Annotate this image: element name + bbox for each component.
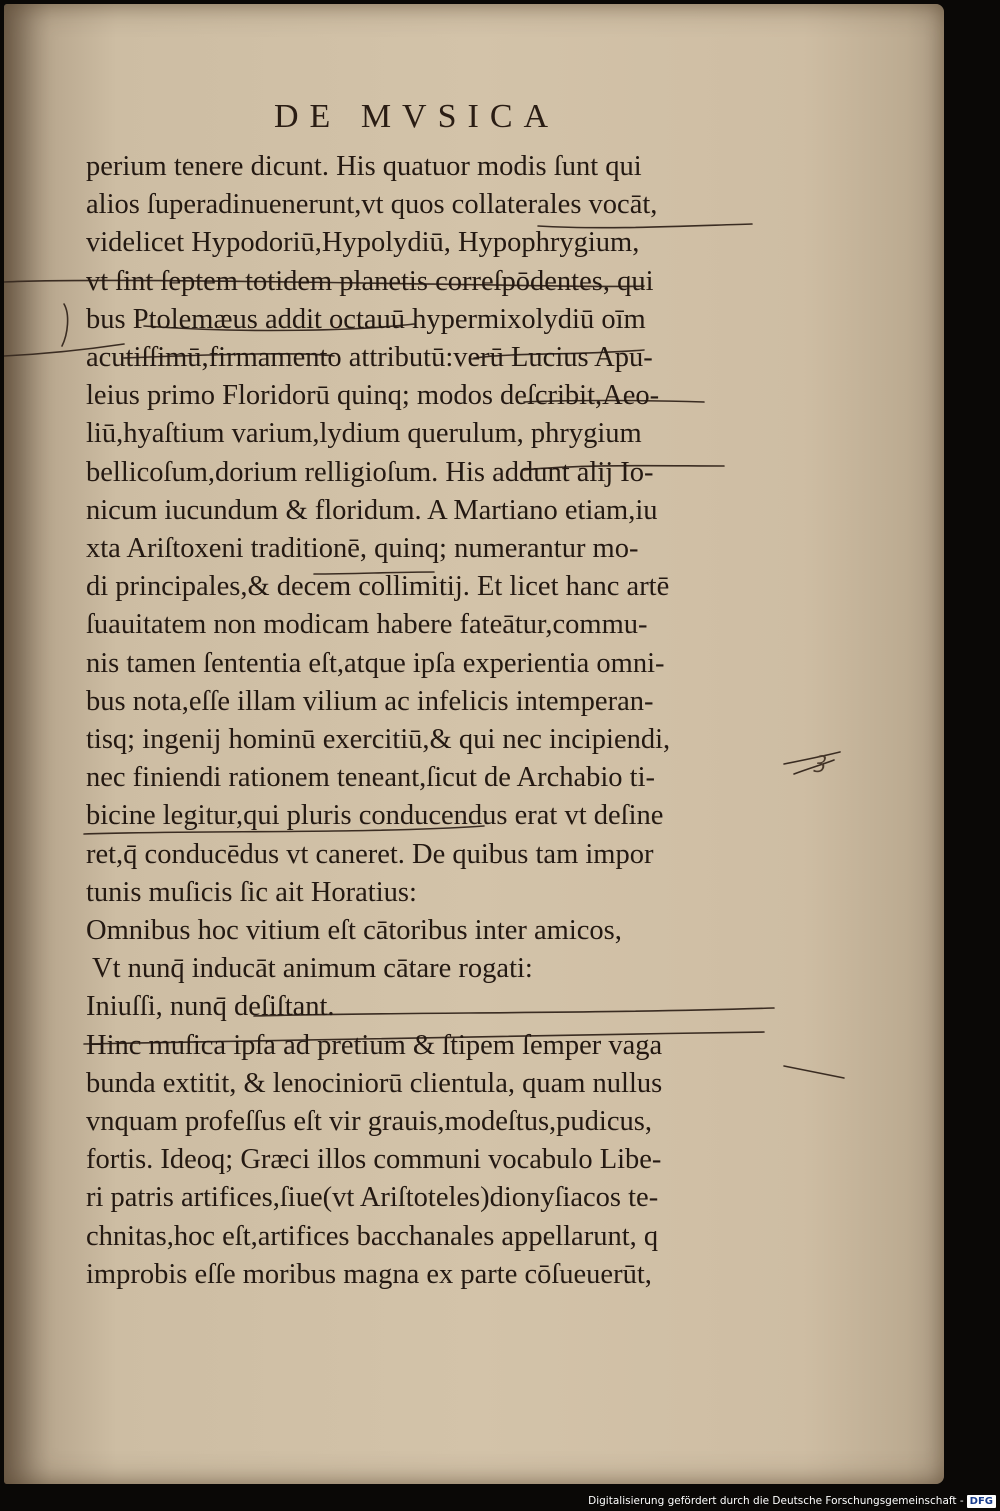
dfg-logo-icon: DFG bbox=[967, 1495, 996, 1508]
text-line: tunis muſicis ſic ait Horatius: bbox=[86, 876, 417, 908]
text-line: bicine legitur,qui pluris conducendus erat vt deſine bbox=[86, 800, 664, 832]
text-line: fortis. Ideoq; Græci illos communi vocabulo Libe- bbox=[86, 1144, 662, 1176]
running-head: DE MVSICA bbox=[274, 98, 560, 135]
text-line: vnquam profeſſus eſt vir grauis,modeſtus,pudicus, bbox=[86, 1106, 652, 1137]
text-line: chnitas,hoc eſt,artifices bacchanales appellarunt, q bbox=[86, 1220, 659, 1252]
text-line: improbis eſſe moribus magna ex parte cōſueuerūt, bbox=[86, 1258, 652, 1290]
footer-credit: Digitalisierung gefördert durch die Deutsche Forschungsgemeinschaft - bbox=[588, 1495, 964, 1507]
text-line: ret,q̄ conducēdus vt caneret. De quibus tam impor bbox=[86, 838, 654, 870]
text-line: nec finiendi rationem teneant,ſicut de Archabio ti- bbox=[86, 762, 655, 794]
text-line: Iniuſſi, nunq̄ deſiſtant. bbox=[86, 991, 335, 1023]
text-line: alios ſuperadinuenerunt,vt quos collaterales vocāt, bbox=[86, 189, 658, 221]
text-line: bus Ptolemæus addit octauū hypermixolydiū oīm bbox=[86, 303, 646, 335]
text-line: vt ſint ſeptem totidem planetis correſpōdentes, qui bbox=[86, 265, 654, 297]
text-line: xta Ariſtoxeni traditionē, quinq; numerantur mo- bbox=[86, 533, 639, 564]
text-line: videlicet Hypodoriū,Hypolydiū, Hypophrygium, bbox=[86, 227, 640, 259]
text-line: tisq; ingenij hominū exercitiū,& qui nec incipiendi, bbox=[86, 724, 671, 755]
margin-note-right: ꝫ bbox=[814, 748, 826, 773]
text-line: acutiſſimū,firmamento attributū:verū Lucius Apu- bbox=[86, 342, 653, 373]
text-line: leius primo Floridorū quinq; modos deſcribit,Aeo- bbox=[86, 380, 660, 412]
text-line: perium tenere dicunt. His quatuor modis ſunt qui bbox=[86, 151, 642, 182]
text-line: liū,hyaſtium varium,lydium querulum, phrygium bbox=[86, 418, 642, 450]
text-line: di principales,& decem collimitij. Et licet hanc artē bbox=[86, 571, 670, 603]
text-line: Hinc muſica ipſa ad pretium & ſtipem ſemper vaga bbox=[86, 1029, 663, 1061]
text-line: bus nota,eſſe illam vilium ac infelicis intemperan- bbox=[86, 685, 654, 717]
text-line: ri patris artifices,ſiue(vt Ariſtoteles)dionyſiacos te- bbox=[86, 1182, 659, 1214]
text-line: nis tamen ſententia eſt,atque ipſa experientia omni- bbox=[86, 647, 665, 679]
text-line: nicum iucundum & floridum. A Martiano etiam,iu bbox=[86, 494, 658, 526]
text-line: Vt nunq̄ inducāt animum cātare rogati: bbox=[92, 953, 533, 985]
text-line: bunda extitit, & lenociniorū clientula, quam nullus bbox=[86, 1067, 663, 1099]
footer bbox=[588, 1493, 996, 1509]
text-line: bellicoſum,dorium relligioſum. His addunt alij Io- bbox=[86, 456, 654, 488]
text-line: ſuauitatem non modicam habere fateātur,commu- bbox=[86, 609, 648, 641]
text-line: Omnibus hoc vitium eſt cātoribus inter amicos, bbox=[86, 915, 622, 946]
